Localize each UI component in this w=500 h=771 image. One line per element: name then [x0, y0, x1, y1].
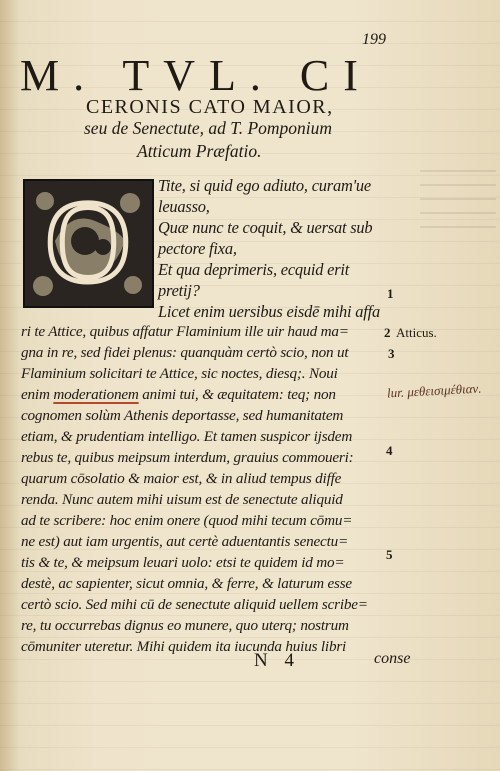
body-line-11 [21, 386, 336, 404]
body-line-7: Licet enim uersibus eisdē mihi affa [158, 302, 380, 321]
margin-note-atticus: Atticus. [396, 325, 437, 340]
margin-note-4: 4 [386, 443, 393, 458]
catchword: conse [374, 650, 411, 667]
facing-page-ghost-text [420, 170, 496, 230]
body-line-15: quarum cōsolatio & maior est, & in aliud tempus diffe [21, 470, 342, 487]
body-line-20: destè, ac sapienter, sicut omnia, & ferre, & laturum esse [21, 575, 352, 592]
subtitle-line-1: CERONIS CATO MAIOR, [86, 96, 334, 118]
body-line-6: pretij? [158, 281, 200, 300]
woodcut-ornament-icon [25, 181, 152, 306]
body-line-21: certò scio. Sed mihi cū de senectute aliquid uellem scribe= [21, 596, 368, 613]
body-line-22: re, tu occurrebas dignus eo munere, quo uterq; nostrum [21, 617, 349, 634]
decorated-initial-o [23, 179, 154, 308]
margin-note-2: 2 [384, 325, 391, 340]
body-line-10: Flaminium solicitari te Attice, sic noctes, diesq;. Noui [21, 365, 338, 382]
margin-note-1: 1 [387, 286, 394, 301]
body-line-18: ne est) aut iam urgentis, aut certè aduentantis senectu= [21, 533, 349, 550]
body-line-3: Quæ nunc te coquit, & uersat sub [158, 218, 373, 237]
body-line-5: Et qua deprimeris, ecquid erit [158, 260, 350, 279]
body-line-23: cōmuniter uteretur. Mihi quidem ita iucunda huius libri [21, 638, 347, 655]
body-line-11-b: animi tui, & æquitatem: teq; non [138, 386, 336, 403]
subtitle-line-2: seu de Senectute, ad T. Pomponium [84, 118, 333, 138]
margin-note-5: 5 [386, 547, 393, 562]
body-line-2: leuasso, [158, 197, 210, 216]
body-line-1: Tite, si quid ego adiuto, curam'ue [158, 176, 371, 195]
body-line-4: pectore fixa, [158, 239, 237, 258]
signature-mark: N 4 [254, 650, 300, 671]
body-line-8: ri te Attice, quibus affatur Flaminium ille uir haud ma= [21, 323, 349, 340]
handwritten-annotation: lur. μεθεισιμέθιαν. [386, 380, 482, 401]
underlined-word: moderationem [53, 386, 139, 403]
page-number: 199 [362, 31, 386, 48]
body-line-9: gna in re, sed fidei plenus: quanquàm certò scio, non ut [21, 344, 349, 361]
body-line-17: ad te scribere: hoc enim onere (quod mihi tecum cōmu= [21, 512, 353, 529]
page-title: M. TVL. CI [20, 51, 372, 100]
initial-letter: O [45, 181, 131, 306]
margin-note-3: 3 [388, 346, 395, 361]
body-line-16: renda. Nunc autem mihi uisum est de senectute aliquid [21, 491, 343, 508]
body-line-13: etiam, & prudentiam intelligo. Et tamen suspicor ijsdem [21, 428, 353, 445]
subtitle-line-3: Atticum Præfatio. [137, 141, 262, 161]
body-line-14: rebus te, quibus meipsum interdum, grauius commoueri: [21, 449, 354, 466]
body-line-12: cognomen solùm Athenis deportasse, sed humanitatem [21, 407, 344, 424]
body-line-11-a: enim [21, 386, 54, 403]
body-line-19: tis & te, & meipsum leuari uolo: etsi te quidem id mo= [21, 554, 345, 571]
